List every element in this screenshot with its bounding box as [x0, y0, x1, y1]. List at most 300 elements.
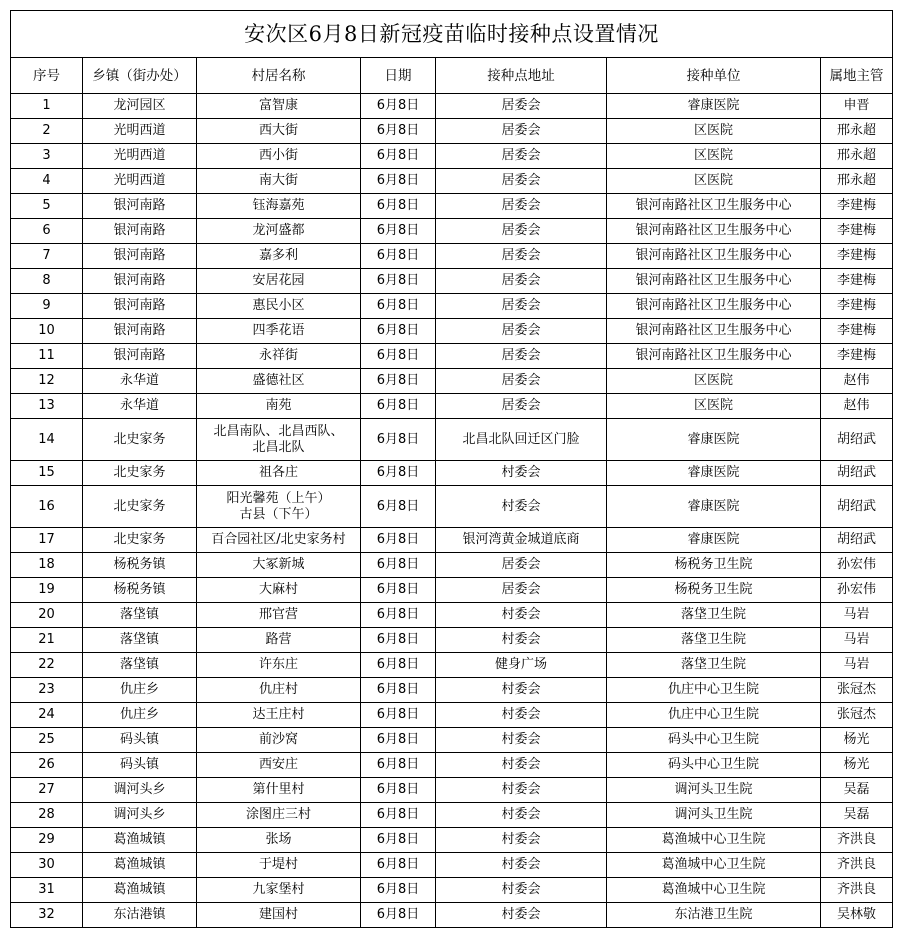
cell-manager: 吴磊	[821, 778, 893, 803]
cell-number: 29	[11, 828, 83, 853]
table-row	[11, 553, 893, 578]
cell-date: 6月8日	[361, 461, 436, 486]
cell-number: 30	[11, 853, 83, 878]
cell-date: 6月8日	[361, 553, 436, 578]
cell-address: 居委会	[436, 219, 607, 244]
cell-number: 5	[11, 194, 83, 219]
cell-date: 6月8日	[361, 369, 436, 394]
cell-manager: 杨光	[821, 753, 893, 778]
table-row	[11, 653, 893, 678]
cell-unit: 银河南路社区卫生服务中心	[607, 219, 821, 244]
village-line: 盛德社区	[252, 373, 305, 388]
cell-address: 村委会	[436, 486, 607, 528]
cell-address: 村委会	[436, 728, 607, 753]
cell-date: 6月8日	[361, 319, 436, 344]
village-line: 第什里村	[252, 782, 305, 797]
cell-address: 北昌北队回迁区门脸	[436, 419, 607, 461]
cell-address: 村委会	[436, 803, 607, 828]
cell-manager: 马岩	[821, 653, 893, 678]
table-row	[11, 461, 893, 486]
header-number: 序号	[11, 58, 83, 94]
cell-date: 6月8日	[361, 244, 436, 269]
cell-village	[197, 578, 361, 603]
cell-town: 北史家务	[83, 528, 197, 553]
cell-date: 6月8日	[361, 878, 436, 903]
village-line: 张场	[265, 832, 292, 847]
cell-number: 6	[11, 219, 83, 244]
cell-unit: 银河南路社区卫生服务中心	[607, 269, 821, 294]
cell-address: 居委会	[436, 119, 607, 144]
cell-manager: 马岩	[821, 603, 893, 628]
cell-village	[197, 344, 361, 369]
vaccination-sites-table	[10, 10, 893, 928]
cell-town: 龙河园区	[83, 94, 197, 119]
cell-unit: 调河头卫生院	[607, 778, 821, 803]
cell-manager: 李建梅	[821, 194, 893, 219]
cell-number: 8	[11, 269, 83, 294]
cell-unit: 调河头卫生院	[607, 803, 821, 828]
cell-village	[197, 628, 361, 653]
village-line: 西安庄	[258, 757, 298, 772]
cell-address: 居委会	[436, 394, 607, 419]
cell-town: 杨税务镇	[83, 578, 197, 603]
cell-number: 14	[11, 419, 83, 461]
cell-number: 18	[11, 553, 83, 578]
table-row	[11, 753, 893, 778]
cell-town: 北史家务	[83, 419, 197, 461]
cell-town: 银河南路	[83, 269, 197, 294]
cell-village	[197, 419, 361, 461]
table-body	[11, 94, 893, 928]
village-line: 涂图庄三村	[245, 807, 311, 822]
cell-unit: 区医院	[607, 394, 821, 419]
cell-village	[197, 94, 361, 119]
cell-unit: 码头中心卫生院	[607, 728, 821, 753]
cell-manager: 胡绍武	[821, 461, 893, 486]
cell-village	[197, 119, 361, 144]
table-row	[11, 269, 893, 294]
table-title: 安次区6月8日新冠疫苗临时接种点设置情况	[11, 11, 893, 58]
cell-town: 仇庄乡	[83, 703, 197, 728]
cell-village	[197, 294, 361, 319]
cell-number: 22	[11, 653, 83, 678]
cell-date: 6月8日	[361, 194, 436, 219]
cell-town: 光明西道	[83, 144, 197, 169]
cell-unit: 东沽港卫生院	[607, 903, 821, 928]
cell-address: 居委会	[436, 319, 607, 344]
table-row	[11, 853, 893, 878]
cell-unit: 银河南路社区卫生服务中心	[607, 244, 821, 269]
cell-date: 6月8日	[361, 419, 436, 461]
cell-number: 2	[11, 119, 83, 144]
header-village: 村居名称	[197, 58, 361, 94]
cell-manager: 吴磊	[821, 803, 893, 828]
table-row	[11, 294, 893, 319]
cell-number: 28	[11, 803, 83, 828]
header-date: 日期	[361, 58, 436, 94]
table-row	[11, 703, 893, 728]
cell-unit: 杨税务卫生院	[607, 553, 821, 578]
cell-town: 银河南路	[83, 244, 197, 269]
village-line: 许东庄	[258, 657, 298, 672]
cell-manager: 李建梅	[821, 244, 893, 269]
cell-unit: 码头中心卫生院	[607, 753, 821, 778]
cell-town: 银河南路	[83, 219, 197, 244]
cell-number: 21	[11, 628, 83, 653]
vaccination-sites-document	[10, 10, 892, 928]
cell-unit: 葛渔城中心卫生院	[607, 828, 821, 853]
cell-number: 15	[11, 461, 83, 486]
cell-address: 村委会	[436, 828, 607, 853]
cell-date: 6月8日	[361, 703, 436, 728]
cell-address: 健身广场	[436, 653, 607, 678]
cell-date: 6月8日	[361, 219, 436, 244]
cell-address: 居委会	[436, 294, 607, 319]
cell-town: 葛渔城镇	[83, 828, 197, 853]
cell-date: 6月8日	[361, 678, 436, 703]
cell-date: 6月8日	[361, 119, 436, 144]
cell-town: 杨税务镇	[83, 553, 197, 578]
cell-village	[197, 369, 361, 394]
cell-manager: 李建梅	[821, 269, 893, 294]
cell-village	[197, 903, 361, 928]
cell-unit: 银河南路社区卫生服务中心	[607, 194, 821, 219]
cell-date: 6月8日	[361, 486, 436, 528]
village-line: 北昌南队、北昌西队、	[213, 423, 344, 439]
cell-town: 仇庄乡	[83, 678, 197, 703]
cell-date: 6月8日	[361, 394, 436, 419]
cell-manager: 赵伟	[821, 394, 893, 419]
cell-village	[197, 853, 361, 878]
cell-village	[197, 678, 361, 703]
cell-manager: 申晋	[821, 94, 893, 119]
cell-address: 居委会	[436, 269, 607, 294]
cell-manager: 胡绍武	[821, 528, 893, 553]
village-line: 百合园社区/北史家务村	[211, 532, 346, 547]
table-row	[11, 803, 893, 828]
cell-manager: 孙宏伟	[821, 578, 893, 603]
village-line: 南大街	[258, 173, 298, 188]
cell-village	[197, 703, 361, 728]
table-row	[11, 419, 893, 461]
cell-manager: 胡绍武	[821, 486, 893, 528]
cell-date: 6月8日	[361, 803, 436, 828]
table-row	[11, 394, 893, 419]
cell-date: 6月8日	[361, 94, 436, 119]
cell-unit: 睿康医院	[607, 528, 821, 553]
cell-unit: 区医院	[607, 169, 821, 194]
cell-manager: 邢永超	[821, 144, 893, 169]
cell-manager: 齐洪良	[821, 828, 893, 853]
cell-date: 6月8日	[361, 653, 436, 678]
cell-number: 3	[11, 144, 83, 169]
cell-village	[197, 244, 361, 269]
cell-address: 居委会	[436, 369, 607, 394]
cell-unit: 睿康医院	[607, 461, 821, 486]
cell-unit: 银河南路社区卫生服务中心	[607, 294, 821, 319]
cell-address: 银河湾黄金城道底商	[436, 528, 607, 553]
cell-town: 调河头乡	[83, 778, 197, 803]
cell-number: 16	[11, 486, 83, 528]
cell-manager: 邢永超	[821, 119, 893, 144]
cell-date: 6月8日	[361, 269, 436, 294]
cell-date: 6月8日	[361, 628, 436, 653]
village-line: 钰海嘉苑	[252, 198, 305, 213]
cell-number: 23	[11, 678, 83, 703]
cell-number: 13	[11, 394, 83, 419]
cell-village	[197, 803, 361, 828]
cell-address: 居委会	[436, 553, 607, 578]
village-line: 永祥街	[258, 348, 298, 363]
table-row	[11, 728, 893, 753]
table-row	[11, 119, 893, 144]
cell-date: 6月8日	[361, 603, 436, 628]
cell-address: 村委会	[436, 461, 607, 486]
cell-unit: 杨税务卫生院	[607, 578, 821, 603]
village-line: 达王庄村	[252, 707, 305, 722]
cell-manager: 吴林敬	[821, 903, 893, 928]
cell-village	[197, 528, 361, 553]
cell-town: 码头镇	[83, 753, 197, 778]
header-unit: 接种单位	[607, 58, 821, 94]
village-line: 阳光馨苑（上午）	[226, 490, 331, 506]
cell-manager: 李建梅	[821, 344, 893, 369]
cell-date: 6月8日	[361, 144, 436, 169]
village-line: 大冢新城	[252, 557, 305, 572]
cell-number: 17	[11, 528, 83, 553]
cell-address: 居委会	[436, 344, 607, 369]
cell-village	[197, 603, 361, 628]
table-row	[11, 678, 893, 703]
table-row	[11, 778, 893, 803]
village-line: 嘉多利	[258, 248, 298, 263]
village-line: 富智康	[258, 98, 298, 113]
table-row	[11, 144, 893, 169]
village-line: 于堤村	[258, 857, 298, 872]
cell-address: 居委会	[436, 169, 607, 194]
cell-address: 居委会	[436, 94, 607, 119]
cell-manager: 张冠杰	[821, 678, 893, 703]
cell-town: 银河南路	[83, 194, 197, 219]
cell-address: 居委会	[436, 144, 607, 169]
village-line: 安居花园	[252, 273, 305, 288]
cell-date: 6月8日	[361, 778, 436, 803]
cell-date: 6月8日	[361, 344, 436, 369]
cell-town: 葛渔城镇	[83, 878, 197, 903]
village-line: 路营	[265, 632, 292, 647]
village-line: 大麻村	[258, 582, 298, 597]
cell-town: 永华道	[83, 369, 197, 394]
cell-number: 1	[11, 94, 83, 119]
village-line: 西大街	[258, 123, 298, 138]
cell-number: 12	[11, 369, 83, 394]
cell-date: 6月8日	[361, 753, 436, 778]
cell-town: 光明西道	[83, 169, 197, 194]
table-row	[11, 828, 893, 853]
header-row	[11, 58, 893, 94]
cell-unit: 葛渔城中心卫生院	[607, 853, 821, 878]
cell-manager: 齐洪良	[821, 878, 893, 903]
cell-village	[197, 878, 361, 903]
cell-date: 6月8日	[361, 903, 436, 928]
cell-town: 葛渔城镇	[83, 853, 197, 878]
village-line: 建国村	[258, 907, 298, 922]
cell-address: 村委会	[436, 878, 607, 903]
cell-number: 24	[11, 703, 83, 728]
cell-address: 村委会	[436, 903, 607, 928]
cell-number: 10	[11, 319, 83, 344]
cell-village	[197, 728, 361, 753]
cell-number: 27	[11, 778, 83, 803]
cell-address: 居委会	[436, 244, 607, 269]
table-row	[11, 169, 893, 194]
cell-address: 村委会	[436, 778, 607, 803]
cell-town: 北史家务	[83, 461, 197, 486]
cell-town: 调河头乡	[83, 803, 197, 828]
village-line: 龙河盛都	[252, 223, 305, 238]
village-line: 古县（下午）	[239, 506, 318, 522]
cell-unit: 睿康医院	[607, 486, 821, 528]
cell-unit: 仇庄中心卫生院	[607, 678, 821, 703]
cell-village	[197, 169, 361, 194]
cell-village	[197, 778, 361, 803]
cell-manager: 赵伟	[821, 369, 893, 394]
cell-manager: 张冠杰	[821, 703, 893, 728]
cell-date: 6月8日	[361, 528, 436, 553]
table-row	[11, 628, 893, 653]
header-manager: 属地主管	[821, 58, 893, 94]
cell-town: 码头镇	[83, 728, 197, 753]
table-row	[11, 528, 893, 553]
cell-village	[197, 394, 361, 419]
cell-number: 32	[11, 903, 83, 928]
cell-manager: 孙宏伟	[821, 553, 893, 578]
header-town: 乡镇（街办处）	[83, 58, 197, 94]
cell-number: 4	[11, 169, 83, 194]
cell-date: 6月8日	[361, 853, 436, 878]
cell-manager: 杨光	[821, 728, 893, 753]
cell-unit: 落垡卫生院	[607, 653, 821, 678]
village-line: 四季花语	[252, 323, 305, 338]
table-row	[11, 369, 893, 394]
cell-date: 6月8日	[361, 728, 436, 753]
cell-village	[197, 194, 361, 219]
cell-number: 20	[11, 603, 83, 628]
cell-town: 落垡镇	[83, 653, 197, 678]
cell-address: 居委会	[436, 578, 607, 603]
table-row	[11, 344, 893, 369]
cell-town: 北史家务	[83, 486, 197, 528]
village-line: 北昌北队	[252, 439, 305, 455]
table-row	[11, 94, 893, 119]
cell-village	[197, 828, 361, 853]
cell-address: 村委会	[436, 703, 607, 728]
cell-address: 村委会	[436, 853, 607, 878]
village-line: 西小街	[258, 148, 298, 163]
cell-manager: 李建梅	[821, 219, 893, 244]
cell-unit: 区医院	[607, 369, 821, 394]
cell-number: 19	[11, 578, 83, 603]
cell-town: 永华道	[83, 394, 197, 419]
cell-address: 村委会	[436, 603, 607, 628]
cell-date: 6月8日	[361, 169, 436, 194]
cell-town: 落垡镇	[83, 628, 197, 653]
cell-town: 东沽港镇	[83, 903, 197, 928]
cell-date: 6月8日	[361, 828, 436, 853]
table-row	[11, 903, 893, 928]
cell-unit: 落垡卫生院	[607, 628, 821, 653]
cell-village	[197, 753, 361, 778]
cell-manager: 李建梅	[821, 294, 893, 319]
cell-address: 村委会	[436, 628, 607, 653]
cell-number: 26	[11, 753, 83, 778]
cell-manager: 邢永超	[821, 169, 893, 194]
village-line: 九家堡村	[252, 882, 305, 897]
cell-number: 31	[11, 878, 83, 903]
cell-unit: 区医院	[607, 144, 821, 169]
cell-village	[197, 319, 361, 344]
cell-unit: 睿康医院	[607, 94, 821, 119]
cell-town: 光明西道	[83, 119, 197, 144]
cell-village	[197, 461, 361, 486]
table-row	[11, 194, 893, 219]
cell-town: 落垡镇	[83, 603, 197, 628]
village-line: 前沙窝	[258, 732, 298, 747]
cell-manager: 齐洪良	[821, 853, 893, 878]
cell-unit: 葛渔城中心卫生院	[607, 878, 821, 903]
cell-village	[197, 219, 361, 244]
cell-manager: 胡绍武	[821, 419, 893, 461]
cell-unit: 仇庄中心卫生院	[607, 703, 821, 728]
header-address: 接种点地址	[436, 58, 607, 94]
cell-town: 银河南路	[83, 344, 197, 369]
cell-manager: 马岩	[821, 628, 893, 653]
cell-unit: 落垡卫生院	[607, 603, 821, 628]
cell-village	[197, 553, 361, 578]
cell-unit: 区医院	[607, 119, 821, 144]
table-row	[11, 244, 893, 269]
cell-town: 银河南路	[83, 319, 197, 344]
cell-village	[197, 144, 361, 169]
village-line: 祖各庄	[258, 465, 298, 480]
cell-village	[197, 269, 361, 294]
table-row	[11, 319, 893, 344]
cell-unit: 银河南路社区卫生服务中心	[607, 344, 821, 369]
cell-number: 11	[11, 344, 83, 369]
village-line: 惠民小区	[252, 298, 305, 313]
table-row	[11, 878, 893, 903]
cell-address: 村委会	[436, 678, 607, 703]
cell-address: 村委会	[436, 753, 607, 778]
cell-number: 7	[11, 244, 83, 269]
cell-date: 6月8日	[361, 294, 436, 319]
cell-number: 9	[11, 294, 83, 319]
cell-address: 居委会	[436, 194, 607, 219]
table-row	[11, 486, 893, 528]
cell-unit: 睿康医院	[607, 419, 821, 461]
village-line: 仇庄村	[258, 682, 298, 697]
table-row	[11, 219, 893, 244]
village-line: 邢官营	[258, 607, 298, 622]
cell-village	[197, 653, 361, 678]
cell-date: 6月8日	[361, 578, 436, 603]
cell-manager: 李建梅	[821, 319, 893, 344]
village-line: 南苑	[265, 398, 292, 413]
table-row	[11, 603, 893, 628]
cell-village	[197, 486, 361, 528]
cell-unit: 银河南路社区卫生服务中心	[607, 319, 821, 344]
cell-town: 银河南路	[83, 294, 197, 319]
